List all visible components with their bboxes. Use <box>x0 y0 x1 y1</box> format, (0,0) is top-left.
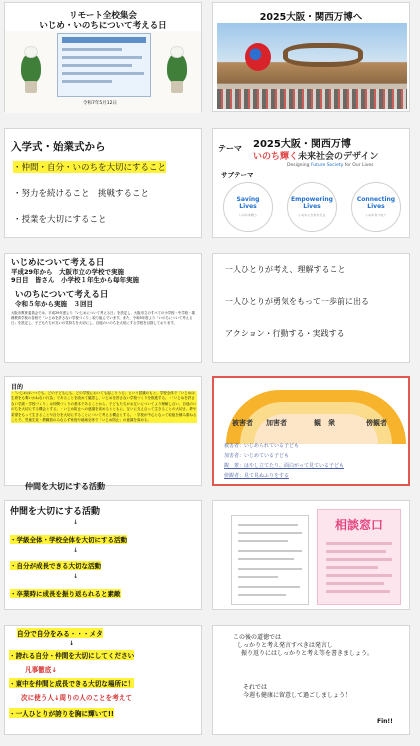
bullet-item: ・一人ひとりが誇りを胸に輝いて!! <box>9 710 114 718</box>
role-label: 加害者 <box>266 419 287 427</box>
slide-title: リモート全校集会 <box>69 11 137 21</box>
subtheme-circle-saving: Saving Lives いのちを救う <box>223 182 273 232</box>
bullet-item: ・授業を大切にすること <box>13 215 107 225</box>
slide-line: 一人ひとりが勇気をもって一歩前に出る <box>225 297 369 306</box>
mascot-icon <box>245 43 271 71</box>
crowd-image <box>217 89 407 109</box>
slide-paragraph: ・「いじめはいつでも、どの子どもにも、どの学校においても起こりうる」という認識のもと、学校全体で「いじめは生命をも奪いかねない行為」であることを改めて確認し、いじめを許さない学校づくりを推進する。・「いじめを許さない学級・学校づくり」は仲間づくりの基本であることから、子どもたちがお互いについてより理解し合い、自他のいのちを大切にする機会とする。・いじめ防止への意識を高めるとともに、互いに支え合って生きることの大切さ、夢や希望をもって生きることや自分を大切にすることについて考える機会とする。・学校が中心となって取組を積み重ねることで、児童生徒・教職員のみならず家庭や地域全体で「いじめ防止」の意識を高める。 <box>11 391 197 423</box>
slide-heading: 入学式・始業式から <box>11 141 106 153</box>
bullet-item: ・東中を仲間と成長できる大切な場所に！ <box>9 680 135 688</box>
bullet-item: ・仲間・自分・いのちを大切にすること <box>13 163 167 173</box>
arrow-down-icon: ↓ <box>73 519 79 526</box>
slide-thumbnail-10[interactable] <box>212 500 410 610</box>
definition-line: 被害者：いじめられている子ども <box>224 443 300 449</box>
slide-thumbnail-3[interactable] <box>4 128 202 238</box>
document-image <box>231 515 309 605</box>
slide-line: アクション・行動する・実践する <box>225 329 345 338</box>
flower-plant-icon <box>165 47 189 93</box>
slide-thumbnail-11[interactable] <box>4 625 202 735</box>
bullet-item: ・自分が成長できる大切な活動 <box>10 562 101 570</box>
slide-heading: いじめについて考える日 <box>11 258 105 268</box>
theme-label: テーマ <box>218 144 242 153</box>
slide-line: しっかりと考え発言すべきは発言し <box>237 642 333 649</box>
slide-thumbnail-9[interactable] <box>4 500 202 610</box>
subtheme-circle-connecting: Connecting Lives いのちをつなぐ <box>351 182 401 232</box>
theme-english: Designing Future Society for Our Lives <box>287 163 374 168</box>
slide-title: 相談窓口 <box>334 518 383 532</box>
theme-text: いのち輝く未来社会のデザイン <box>253 152 379 162</box>
slide-thumbnail-6[interactable] <box>212 253 410 363</box>
bullet-item: ・学級全体・学校全体を大切にする活動 <box>10 536 127 544</box>
slide-heading: 仲間を大切にする活動 <box>10 507 101 517</box>
slide-heading: 目的 <box>11 384 24 391</box>
slide-thumbnail-2[interactable] <box>212 2 410 112</box>
arrow-down-icon: ↓ <box>73 573 79 580</box>
poster-image <box>57 33 151 97</box>
role-label: 傍観者 <box>366 419 387 427</box>
slide-line: この後の道徳では <box>233 634 282 641</box>
arrow-down-icon: ↓ <box>73 547 79 554</box>
slide-date: 令和7年5月12日 <box>83 101 117 106</box>
definition-line: 加害者：いじめている子ども <box>224 453 290 459</box>
slide-thumbnail-8-selected[interactable] <box>212 376 410 486</box>
slide-line: Fin!! <box>377 718 393 725</box>
slide-paragraph: 大阪市教育委員会では、平成29年度より「いじめについて考える日」を設定し、大阪市立のすべての小学校・中学校・義務教育学校の各校で「いじめを許さない学校づくり」取り組んでいます。また、令和5年度より「いのちについて考える日」を設定し、子どもたちが互いの気持ちを大切にし、自他のいのちを大切にする学校を目指しております。 <box>11 311 195 326</box>
slide-line: 今週も健康に留意して過ごしましょう！ <box>243 692 352 699</box>
slide-line: 平成29年から 大阪市立の学校で実施 <box>11 268 125 276</box>
slide-line: 9日目 皆さん 小学校１年生から毎年実施 <box>11 276 140 284</box>
slide-heading: 自分で自分をみる・・・メタ <box>17 630 103 638</box>
arrow-down-icon: ↓ <box>69 640 75 647</box>
bullet-item: 次に使う人↓周りの人のことを考えて <box>21 694 133 702</box>
bullet-item: 凡事徹底↓ <box>25 666 57 674</box>
definition-line: 傍観者：見て見ぬふりをする <box>224 473 290 479</box>
bullet-item: ・卒業時に成長を振り返られると素敵 <box>10 590 121 598</box>
bullet-item: ・誇れる自分・仲間を大切にしてください <box>9 652 135 660</box>
role-label: 被害者 <box>232 419 253 427</box>
slide-thumbnail-1[interactable] <box>4 2 202 112</box>
consultation-panel <box>317 509 401 605</box>
slide-heading: いのちについて考える日 <box>15 290 109 300</box>
slide-thumbnail-12[interactable] <box>212 625 410 735</box>
slide-thumbnail-7[interactable] <box>4 376 202 491</box>
subtheme-circle-empowering: Empowering Lives いのちに力を与える <box>287 182 337 232</box>
slide-line: 一人ひとりが考え、理解すること <box>225 265 346 274</box>
slide-subtitle: いじめ・いのちについて考える日 <box>39 21 167 31</box>
slide-line: それでは <box>243 684 268 691</box>
role-label: 観 衆 <box>314 419 335 427</box>
slide-title: 2025大阪・関西万博 <box>253 139 351 150</box>
definition-line: 観 衆：はやし立てたり、面白がって見ている子ども <box>224 463 345 469</box>
grand-ring-icon <box>283 43 363 67</box>
slide-footer: 仲間を大切にする活動 <box>25 482 105 491</box>
flower-plant-icon <box>19 47 43 93</box>
slide-line: 振り返りにはしっかりと考え等を書きましょう。 <box>241 650 374 657</box>
slide-title: 2025大阪・関西万博へ <box>259 12 363 23</box>
bullet-item: ・努力を続けること 挑戦すること <box>13 189 150 199</box>
slide-line: 令和５年から実施 ３回目 <box>15 300 93 308</box>
slide-thumbnail-5[interactable] <box>4 253 202 363</box>
subtheme-label: サブテーマ <box>221 171 254 179</box>
slide-thumbnail-4[interactable] <box>212 128 410 238</box>
